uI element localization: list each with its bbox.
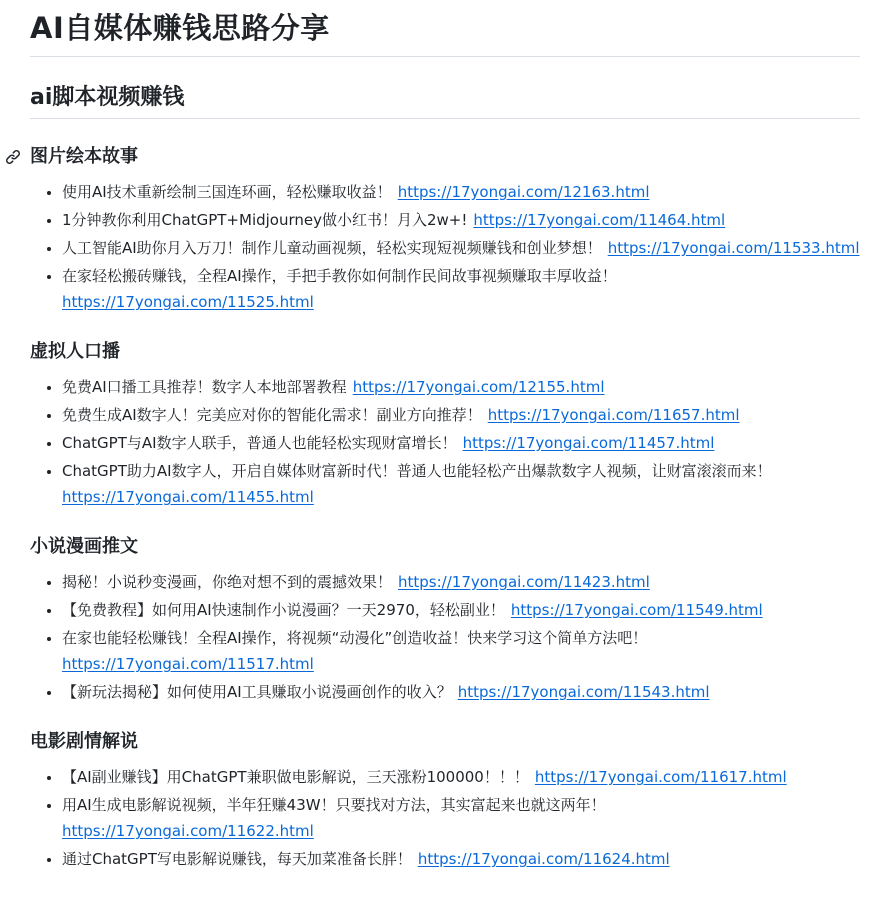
list-item-text: 1分钟教你利用ChatGPT+Midjourney做小红书！月入2w+! bbox=[62, 211, 468, 229]
article-link[interactable]: https://17yongai.com/11617.html bbox=[534, 768, 787, 786]
article-link[interactable]: https://17yongai.com/11533.html bbox=[607, 239, 860, 257]
section-heading: 虚拟人口播 bbox=[30, 341, 120, 362]
list-item bbox=[62, 764, 860, 790]
section bbox=[30, 730, 860, 872]
article-link[interactable]: https://17yongai.com/11543.html bbox=[457, 683, 710, 701]
article-link[interactable]: https://17yongai.com/11657.html bbox=[487, 406, 740, 424]
article-link[interactable]: https://17yongai.com/11525.html bbox=[62, 293, 314, 311]
list-item-text: 【新玩法揭秘】如何使用AI工具赚取小说漫画创作的收入？ bbox=[62, 683, 452, 701]
list-item-text: 免费生成AI数字人！完美应对你的智能化需求！副业方向推荐！ bbox=[62, 406, 482, 424]
section bbox=[30, 535, 860, 705]
article-link[interactable]: https://17yongai.com/11549.html bbox=[510, 601, 763, 619]
article-link[interactable]: https://17yongai.com/11457.html bbox=[462, 434, 715, 452]
list-item-text: 【AI副业赚钱】用ChatGPT兼职做电影解说，三天涨粉100000！！！ bbox=[62, 768, 529, 786]
article-link[interactable]: https://17yongai.com/12155.html bbox=[352, 378, 605, 396]
list-item-text: ChatGPT助力AI数字人，开启自媒体财富新时代！普通人也能轻松产出爆款数字人视频，让财富滚滚而来！ bbox=[62, 462, 772, 480]
section-subtitle: ai脚本视频赚钱 bbox=[30, 83, 860, 119]
article-link[interactable]: https://17yongai.com/11455.html bbox=[62, 488, 314, 506]
article-link[interactable]: https://17yongai.com/11464.html bbox=[473, 211, 726, 229]
section bbox=[30, 340, 860, 510]
list-item-text: 免费AI口播工具推荐！数字人本地部署教程 bbox=[62, 378, 347, 396]
list-item bbox=[62, 458, 860, 510]
link-list bbox=[30, 374, 860, 510]
list-item bbox=[62, 679, 860, 705]
list-item bbox=[62, 207, 860, 233]
link-list bbox=[30, 764, 860, 872]
section-heading: 电影剧情解说 bbox=[30, 731, 138, 752]
link-list bbox=[30, 179, 860, 315]
sections-container bbox=[30, 145, 860, 872]
list-item bbox=[62, 263, 860, 315]
list-item bbox=[62, 235, 860, 261]
section bbox=[30, 145, 860, 315]
list-item bbox=[62, 792, 860, 844]
list-item-text: 使用AI技术重新绘制三国连环画，轻松赚取收益！ bbox=[62, 183, 392, 201]
list-item-text: 人工智能AI助你月入万刀！制作儿童动画视频，轻松实现短视频赚钱和创业梦想！ bbox=[62, 239, 602, 257]
article-link[interactable]: https://17yongai.com/12163.html bbox=[397, 183, 650, 201]
link-list bbox=[30, 569, 860, 705]
list-item bbox=[62, 569, 860, 595]
list-item bbox=[62, 846, 860, 872]
section-heading: 小说漫画推文 bbox=[30, 536, 138, 557]
section-heading: 图片绘本故事 bbox=[30, 146, 138, 167]
page-title: AI自媒体赚钱思路分享 bbox=[30, 0, 860, 57]
list-item bbox=[62, 430, 860, 456]
list-item-text: 通过ChatGPT写电影解说赚钱，每天加菜准备长胖！ bbox=[62, 850, 412, 868]
article-link[interactable]: https://17yongai.com/11622.html bbox=[62, 822, 314, 840]
article-link[interactable]: https://17yongai.com/11517.html bbox=[62, 655, 314, 673]
list-item bbox=[62, 625, 860, 677]
list-item bbox=[62, 179, 860, 205]
list-item-text: 在家也能轻松赚钱！全程AI操作，将视频“动漫化”创造收益！快来学习这个简单方法吧！ bbox=[62, 629, 648, 647]
list-item bbox=[62, 597, 860, 623]
link-icon[interactable] bbox=[5, 149, 21, 165]
article-link[interactable]: https://17yongai.com/11423.html bbox=[398, 573, 650, 591]
list-item-text: 用AI生成电影解说视频，半年狂赚43W！只要找对方法，其实富起来也就这两年！ bbox=[62, 796, 606, 814]
article-link[interactable]: https://17yongai.com/11624.html bbox=[417, 850, 670, 868]
list-item-text: 揭秘！小说秒变漫画，你绝对想不到的震撼效果！ bbox=[62, 573, 393, 591]
list-item-text: 【免费教程】如何用AI快速制作小说漫画？一天2970，轻松副业！ bbox=[62, 601, 505, 619]
list-item bbox=[62, 374, 860, 400]
list-item-text: ChatGPT与AI数字人联手，普通人也能轻松实现财富增长！ bbox=[62, 434, 457, 452]
list-item bbox=[62, 402, 860, 428]
list-item-text: 在家轻松搬砖赚钱，全程AI操作，手把手教你如何制作民间故事视频赚取丰厚收益！ bbox=[62, 267, 617, 285]
